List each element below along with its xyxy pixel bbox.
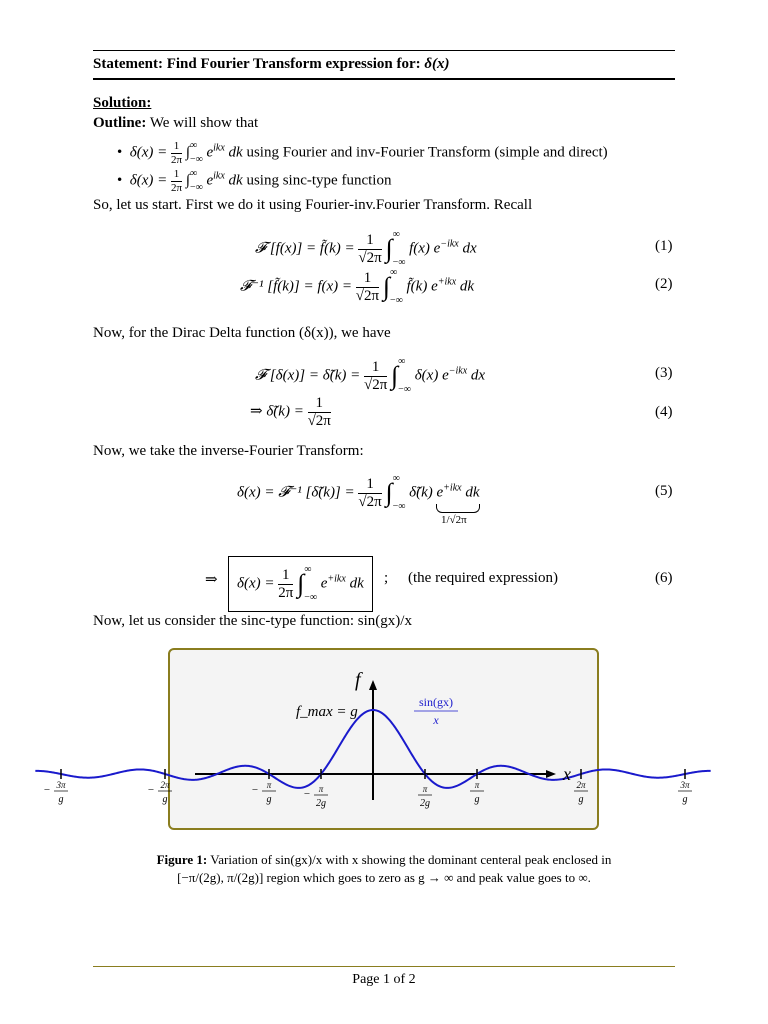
- eq-frac: $\frac{1}{√2\pi}$: [307, 395, 331, 429]
- underbrace-icon: [436, 504, 480, 513]
- figure-caption: [0, 851, 768, 887]
- bullet-diff: dk: [228, 172, 243, 189]
- eq-lhs: 𝓕⁻¹ [f̃(k)] = f(x) =: [240, 278, 353, 295]
- eq-diff: dx: [462, 240, 477, 257]
- eq-diff: dk: [349, 575, 364, 592]
- tick-sign: −: [147, 784, 155, 796]
- figure-frame: [43, 648, 690, 830]
- tick-num: π: [318, 784, 324, 794]
- footer-rule: [93, 966, 675, 967]
- bullet-dot: •: [117, 172, 123, 189]
- integral-icon: ∫: [391, 361, 399, 390]
- eq-exp: −ikx: [440, 238, 459, 250]
- bullet-frac: $\frac{1}{2\pi}$: [171, 168, 183, 194]
- integral-limits: ∞ −∞: [392, 473, 406, 512]
- equation-number-5: (5): [655, 483, 673, 499]
- x-axis-arrow: [546, 770, 556, 778]
- equation-3: [255, 355, 485, 397]
- tick-den: g: [266, 794, 272, 805]
- bullet-text: using sinc-type function: [246, 172, 392, 189]
- eq-body: f̃(k) e: [406, 278, 438, 295]
- sinc-chart: [43, 650, 690, 828]
- integral-icon: ∫: [297, 569, 305, 598]
- equation-6-semicolon: ;: [384, 570, 389, 586]
- bullet-2: [117, 167, 391, 195]
- eq-body: e: [320, 575, 328, 592]
- outline-intro: We will show that: [149, 115, 259, 131]
- eq-frac: $\frac{1}{√2\pi}$: [358, 232, 382, 266]
- tick-den: g: [162, 794, 168, 805]
- x-tick-label: [470, 780, 484, 805]
- integral-icon: ∫: [385, 234, 393, 263]
- integral-icon: ∫: [382, 272, 390, 301]
- outline-label: Outline:: [93, 115, 147, 131]
- bullet-lhs: δ(x) =: [129, 172, 168, 189]
- eq-exp: −ikx: [448, 365, 468, 377]
- equation-number-4: (4): [655, 404, 673, 420]
- equation-number-1: (1): [655, 238, 673, 254]
- x-tick-label: [418, 784, 432, 809]
- caption-text-1: Variation of sin(gx)/x with x showing the dominant centeral peak enclosed in: [210, 852, 612, 867]
- y-axis-arrow: [369, 680, 377, 690]
- tick-sign: −: [43, 784, 51, 796]
- tick-num: 2π: [160, 780, 170, 790]
- paragraph-2: Now, for the Dirac Delta function (δ(x)), we have: [93, 325, 391, 341]
- eq-lhs: ⇒ δ̃(k) =: [250, 403, 304, 420]
- underbrace-label: 1/√2π: [441, 514, 467, 526]
- tick-num: 3π: [56, 780, 66, 790]
- tick-num: 2π: [576, 780, 586, 790]
- eq-exp: +ikx: [437, 276, 457, 288]
- eq-lhs: δ(x) =: [237, 575, 275, 592]
- solution-heading: Solution:: [93, 95, 152, 111]
- tick-den: g: [58, 794, 64, 805]
- eq-exp: +ikx: [327, 573, 346, 585]
- x-axis-label: x: [563, 764, 571, 784]
- caption-label: Figure 1:: [156, 852, 208, 867]
- equation-4: [250, 395, 331, 429]
- outline-line: [93, 115, 258, 132]
- top-rule: [93, 50, 675, 51]
- x-tick-label: [44, 780, 68, 805]
- tick-den: g: [682, 794, 688, 805]
- eq-diff: dk: [465, 484, 480, 501]
- page-number: Page 1 of 2: [352, 972, 416, 987]
- bullet-exp: ikx: [213, 142, 225, 154]
- equation-number-3: (3): [655, 365, 673, 381]
- x-tick-label: [304, 784, 328, 809]
- eq-exp-base: e: [436, 484, 444, 501]
- tick-den: 2g: [316, 798, 326, 809]
- boxed-result: [228, 556, 373, 612]
- eq-body: f(x) e: [409, 240, 441, 257]
- bullet-text: using Fourier and inv-Fourier Transform (simple and direct): [246, 144, 608, 161]
- caption-line-2: [−π/(2g), π/(2g)] region which goes to zero as g → ∞ and peak value goes to ∞.: [177, 870, 591, 885]
- statement: [93, 56, 450, 73]
- paragraph-1: So, let us start. First we do it using Fourier-inv.Fourier Transform. Recall: [93, 197, 533, 213]
- bullet-integrand: e: [206, 172, 214, 189]
- eq-frac: $\frac{1}{2\pi}$: [278, 567, 294, 601]
- eq-frac: $\frac{1}{√2\pi}$: [363, 359, 388, 393]
- eq-lhs: 𝓕 [f(x)] = f̃(k) =: [255, 240, 355, 257]
- eq-diff: dk: [459, 278, 475, 295]
- eq-diff: dx: [470, 367, 486, 384]
- equation-number-2: (2): [655, 276, 673, 292]
- integral-icon: ∫: [185, 144, 190, 161]
- integral-limits: ∞ −∞: [304, 564, 317, 603]
- tick-num: π: [266, 780, 272, 790]
- paragraph-4: Now, let us consider the sinc-type function: sin(gx)/x: [93, 613, 412, 629]
- equation-2: [240, 266, 474, 308]
- tick-num: 3π: [680, 780, 690, 790]
- integral-limits: ∞ −∞: [189, 140, 203, 165]
- paragraph-3: Now, we take the inverse-Fourier Transform:: [93, 443, 364, 459]
- x-tick-label: [252, 780, 276, 805]
- tick-num: π: [422, 784, 428, 794]
- legend-denominator: x: [433, 713, 439, 727]
- bullet-diff: dk: [228, 144, 243, 161]
- eq-lhs: δ(x) = 𝓕⁻¹ [δ̃(k)] =: [237, 484, 355, 501]
- x-tick-label: [148, 780, 172, 805]
- eq-lhs: 𝓕 [δ(x)] = δ̃(k) =: [255, 367, 361, 384]
- bullet-exp: ikx: [213, 170, 225, 182]
- integral-limits: ∞ −∞: [389, 267, 403, 306]
- bullet-dot: •: [117, 144, 123, 161]
- eq-body: δ(x) e: [414, 367, 449, 384]
- tick-den: g: [578, 794, 584, 805]
- eq-body: δ̃(k): [409, 484, 433, 501]
- statement-symbol: δ(x): [424, 56, 450, 72]
- x-tick-label: [678, 780, 692, 805]
- bullet-frac: $\frac{1}{2\pi}$: [171, 140, 183, 166]
- bullet-lhs: δ(x) =: [129, 144, 168, 161]
- integral-limits: ∞ −∞: [398, 356, 411, 395]
- y-axis-label: f: [355, 669, 361, 691]
- integral-limits: ∞ −∞: [189, 168, 203, 193]
- tick-num: π: [474, 780, 480, 790]
- tick-sign: −: [303, 788, 311, 800]
- integral-limits: ∞ −∞: [392, 229, 406, 268]
- eq-frac: $\frac{1}{√2\pi}$: [355, 270, 380, 304]
- eq-exp: +ikx: [443, 482, 462, 494]
- equation-6-note: (the required expression): [408, 570, 558, 586]
- tick-sign: −: [251, 784, 259, 796]
- integral-icon: ∫: [385, 478, 393, 507]
- integral-icon: ∫: [185, 172, 190, 189]
- peak-label: f_max = g: [296, 704, 358, 720]
- bullet-1: [117, 139, 608, 167]
- statement-rule: [93, 78, 675, 80]
- caption-line-1: [0, 851, 768, 869]
- equation-1: [255, 228, 477, 270]
- tick-den: 2g: [420, 798, 430, 809]
- eq-frac: $\frac{1}{√2\pi}$: [358, 476, 382, 510]
- tick-den: g: [474, 794, 480, 805]
- bullet-integrand: e: [206, 144, 214, 161]
- equation-6-arrow: ⇒: [205, 572, 218, 588]
- equation-number-6: (6): [655, 570, 673, 586]
- statement-label: Statement: Find Fourier Transform expression for:: [93, 56, 421, 72]
- x-tick-label: [574, 780, 588, 805]
- legend-numerator: sin(gx): [419, 695, 453, 709]
